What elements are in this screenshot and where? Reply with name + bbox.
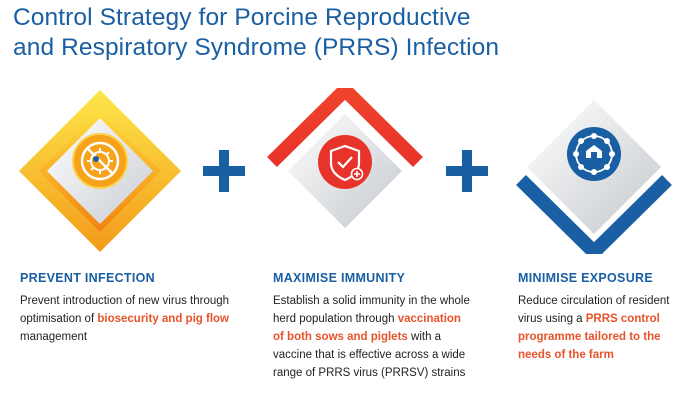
highlight-text: PRRS control programme tailored to the needs of the farm: [518, 313, 661, 361]
body-text: Establish a solid immunity in the whole herd population through: [273, 295, 470, 325]
plus-icon: [442, 146, 492, 196]
highlight-text: biosecurity and pig flow: [97, 313, 229, 325]
body-text: management: [20, 331, 88, 343]
maximise-immunity-heading: MAXIMISE IMMUNITY: [273, 271, 406, 285]
body-text: Prevent introduction of new virus through optimisation of: [20, 295, 230, 325]
body-text: with a vaccine that is effective across a wide range of PRRS virus (PRRSV) strains: [273, 331, 466, 379]
prevent-infection-heading: PREVENT INFECTION: [20, 271, 155, 285]
minimise-exposure-emblem: [511, 88, 677, 254]
plus-icon: [199, 146, 249, 196]
page-title: [13, 3, 693, 63]
prevent-infection-text: [20, 292, 255, 346]
minimise-exposure-heading: MINIMISE EXPOSURE: [518, 271, 653, 285]
minimise-exposure-text: [518, 292, 688, 364]
body-text: Reduce circulation of resident virus using a: [518, 295, 670, 325]
maximise-immunity-text: [273, 292, 473, 382]
title-line-1: Control Strategy for Porcine Reproductive: [13, 4, 471, 31]
highlight-text: vaccination of both sows and piglets: [273, 313, 461, 343]
virus-blocked-icon: [82, 143, 118, 179]
maximise-immunity-emblem: [262, 88, 428, 254]
prevent-infection-emblem: [17, 88, 183, 254]
title-line-2: and Respiratory Syndrome (PRRS) Infection: [13, 34, 500, 61]
